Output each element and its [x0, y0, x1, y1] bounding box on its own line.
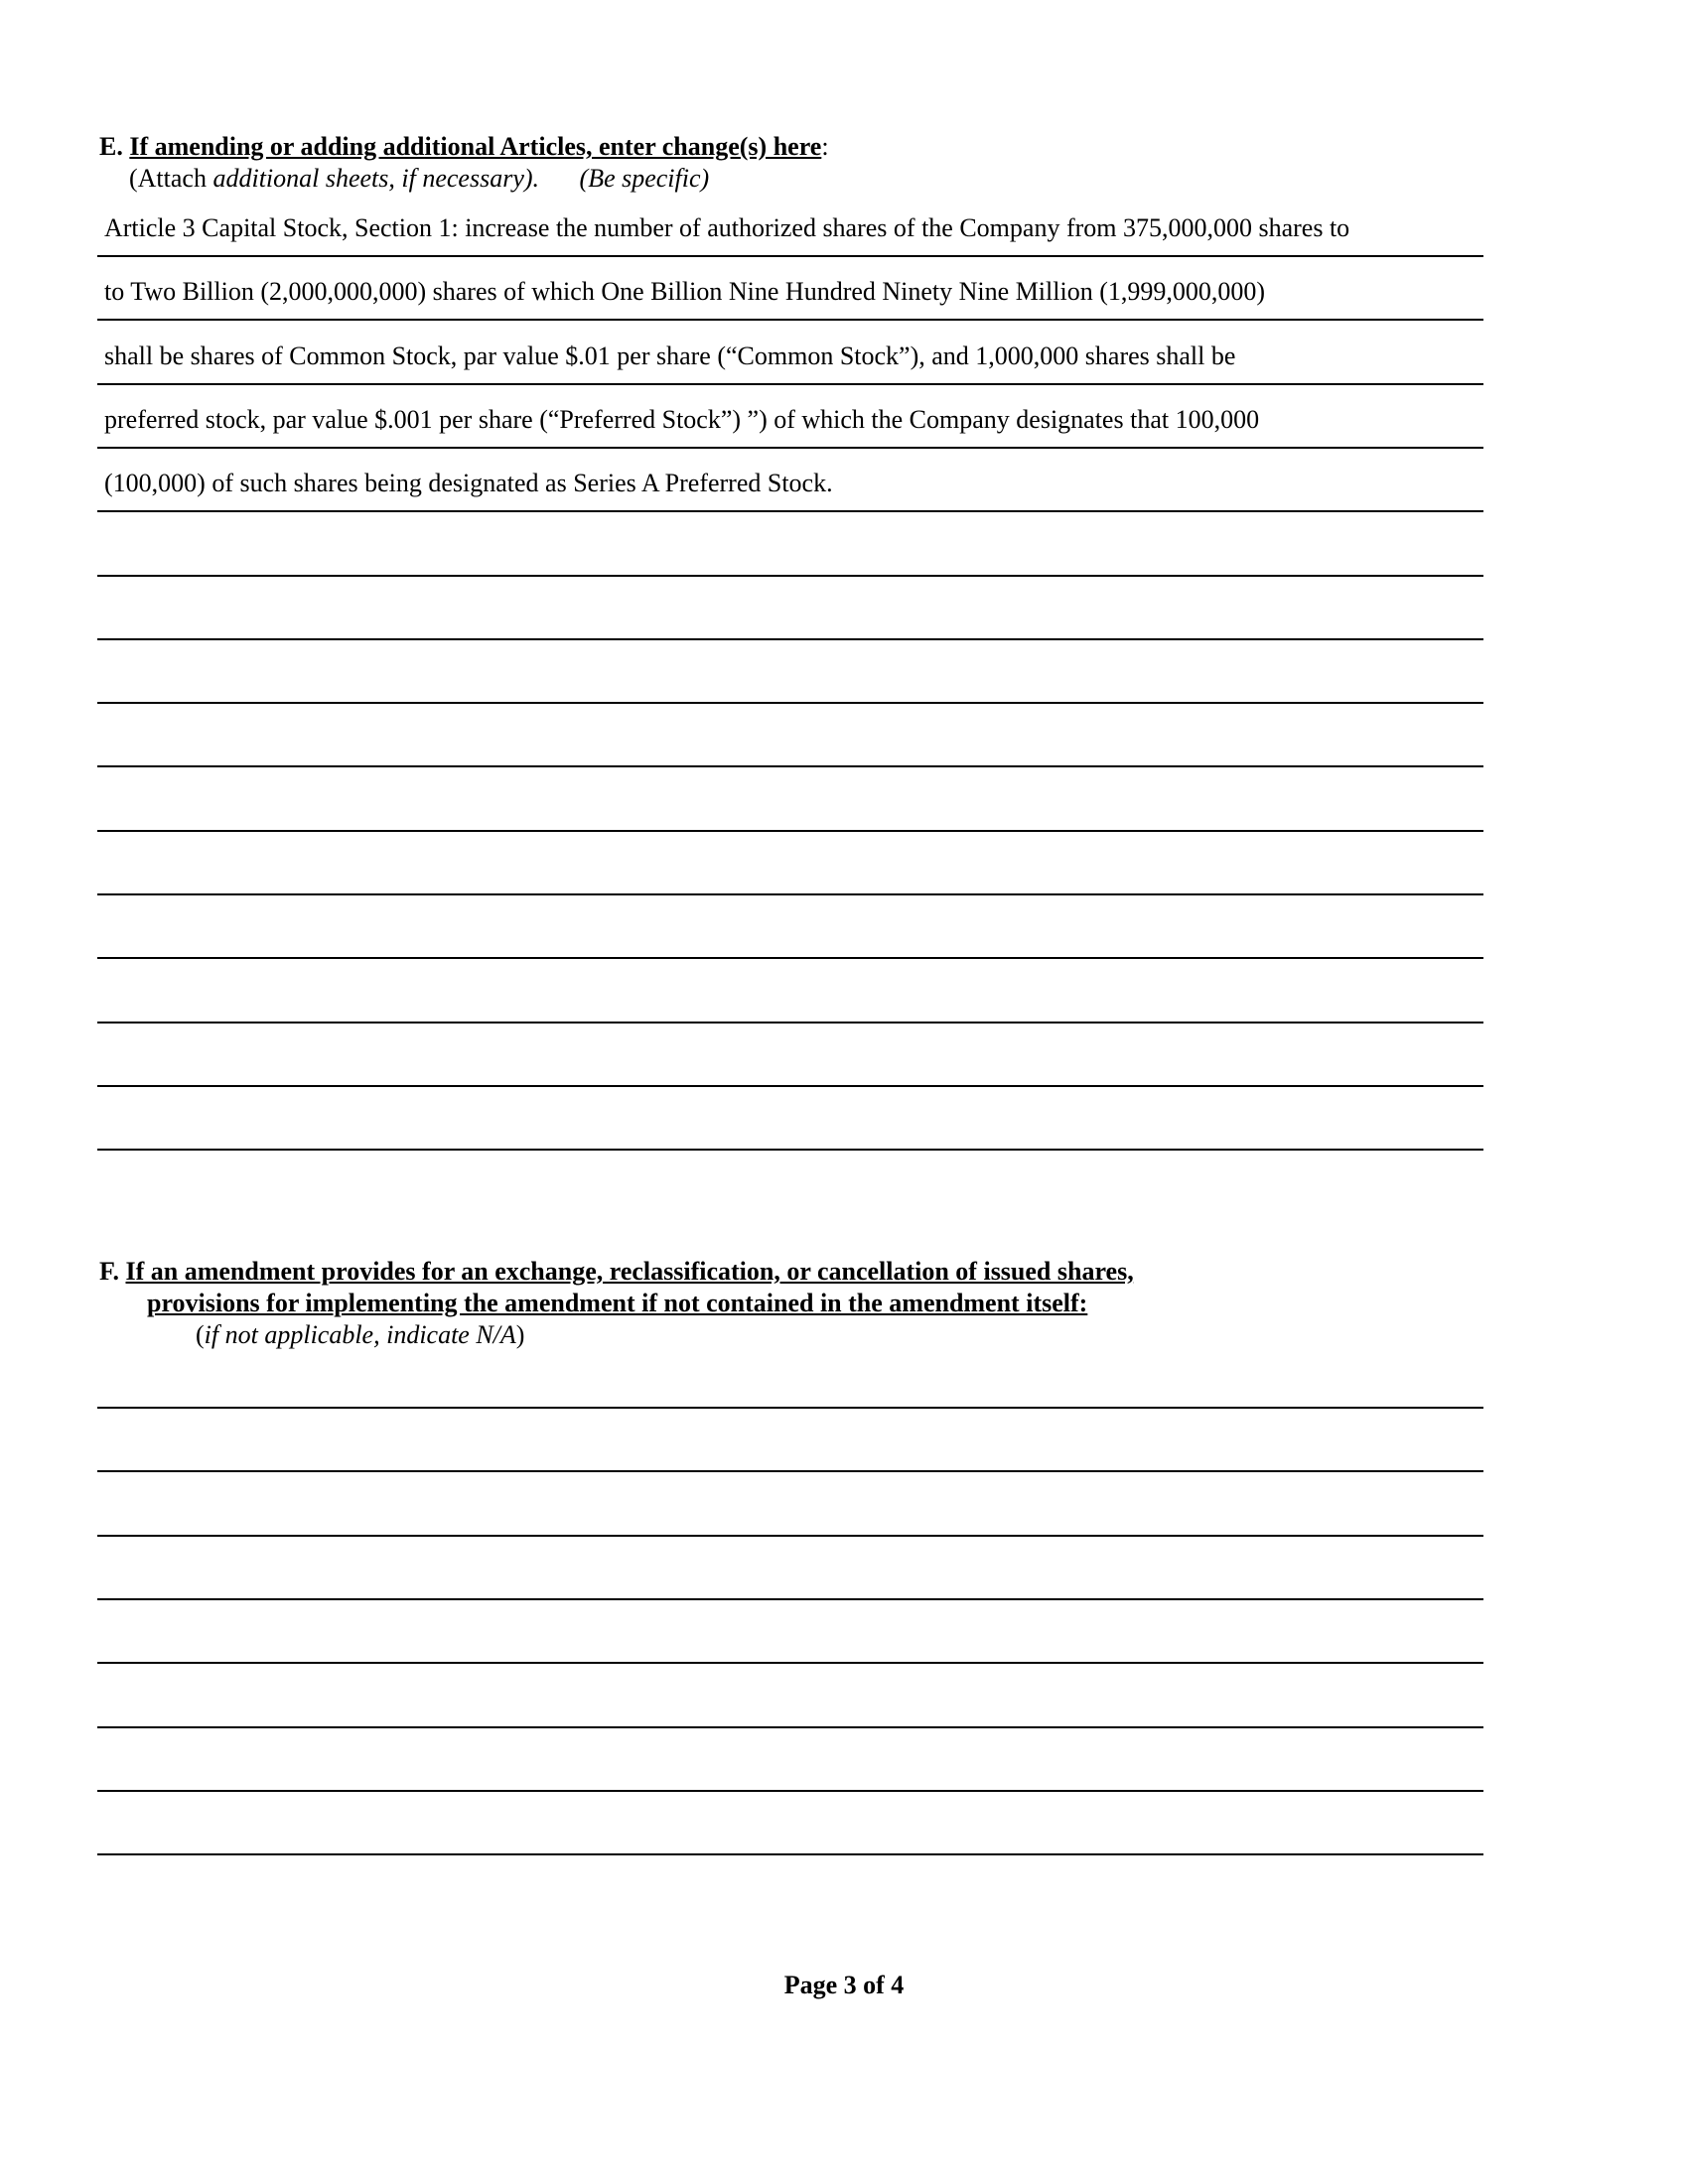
- be-specific-note: (Be specific): [579, 164, 710, 193]
- form-line-text: to Two Billion (2,000,000,000) shares of which One Billion Nine Hundred Ninety Nine Million (1,999,000,000): [104, 277, 1266, 307]
- form-line[interactable]: [97, 449, 1483, 512]
- form-line[interactable]: [97, 1537, 1483, 1600]
- form-line[interactable]: [97, 322, 1483, 385]
- form-line[interactable]: [97, 1600, 1483, 1664]
- form-line[interactable]: [97, 1345, 1483, 1409]
- form-line[interactable]: [97, 704, 1483, 767]
- form-line-text: preferred stock, par value $.001 per share (“Preferred Stock”) ”) of which the Company designates that 100,000: [104, 404, 1260, 434]
- page-number: Page 3 of 4: [783, 1971, 905, 1999]
- note-open: (: [196, 1320, 205, 1349]
- form-line[interactable]: [97, 385, 1483, 449]
- section-e-title: If amending or adding additional Articles, enter change(s) here: [129, 132, 822, 161]
- section-f-letter: F.: [99, 1257, 119, 1286]
- section-e-letter: E.: [99, 132, 123, 161]
- form-line[interactable]: [97, 1792, 1483, 1855]
- form-line[interactable]: [97, 1024, 1483, 1087]
- section-f-heading: [99, 1256, 1134, 1288]
- section-e-instructions: [129, 163, 709, 195]
- form-line[interactable]: [97, 257, 1483, 321]
- form-line-text: (100,000) of such shares being designated as Series A Preferred Stock.: [104, 469, 833, 498]
- form-line-text: shall be shares of Common Stock, par value $.01 per share (“Common Stock”), and 1,000,000 shares shall be: [104, 341, 1236, 370]
- section-e-heading: [99, 131, 829, 163]
- form-line[interactable]: [97, 895, 1483, 959]
- form-line[interactable]: [97, 832, 1483, 895]
- form-line[interactable]: [97, 640, 1483, 704]
- attach-italic: additional sheets, if necessary).: [212, 164, 540, 193]
- form-line[interactable]: [97, 1665, 1483, 1728]
- section-f-title-line1: If an amendment provides for an exchange, reclassification, or cancellation of issued shares,: [125, 1257, 1134, 1286]
- form-line[interactable]: [97, 1087, 1483, 1151]
- form-line[interactable]: [97, 577, 1483, 640]
- section-f-heading-line2: [147, 1288, 1087, 1319]
- form-line[interactable]: [97, 1473, 1483, 1537]
- form-line[interactable]: [97, 768, 1483, 832]
- note-italic: if not applicable, indicate N/A: [204, 1320, 516, 1349]
- form-line[interactable]: [97, 960, 1483, 1024]
- form-line[interactable]: [97, 513, 1483, 577]
- form-line[interactable]: [97, 1409, 1483, 1472]
- form-line-text: Article 3 Capital Stock, Section 1: increase the number of authorized shares of the Company from 375,000,000 shares to: [104, 213, 1350, 242]
- section-f-title-line2: provisions for implementing the amendment if not contained in the amendment itself:: [147, 1289, 1088, 1317]
- form-line[interactable]: [97, 1728, 1483, 1792]
- note-close: ): [515, 1320, 525, 1349]
- section-e-colon: :: [821, 132, 829, 161]
- attach-prefix: (Attach: [129, 164, 213, 193]
- form-line[interactable]: [97, 194, 1483, 257]
